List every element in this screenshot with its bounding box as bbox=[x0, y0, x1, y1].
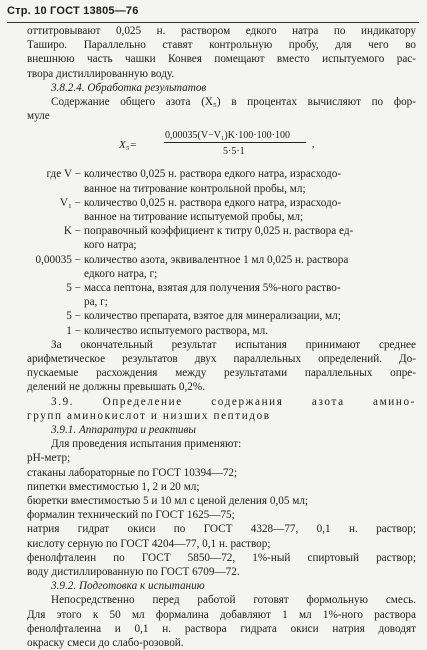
definition-item bbox=[27, 196, 416, 224]
definition-item bbox=[27, 309, 416, 323]
text-line: За окончательный результат испытания принимают среднее bbox=[51, 338, 416, 351]
definition-item bbox=[27, 253, 416, 281]
text-line: муле bbox=[27, 110, 50, 123]
definition-text: ванное на титрование контрольной пробы, мл; bbox=[84, 182, 306, 195]
page-body bbox=[27, 24, 416, 650]
definition-text: поправочный коэффициент к титру 0,025 н. раствора ед- bbox=[84, 225, 354, 238]
list-item: рН-метр; bbox=[27, 452, 71, 465]
definition-text: количество 0,025 н. раствора едкого натра, израсходо- bbox=[84, 196, 342, 209]
text-line: 3.9. Определение содержания азота амино- bbox=[51, 395, 416, 408]
text-line: делений не должны превышать 0,2%. bbox=[27, 381, 205, 394]
page-header: Стр. 10 ГОСТ 13805—76 bbox=[7, 5, 139, 17]
list-item: фенолфталеин по ГОСТ 5850—72, 1%-ный спиртовый раствор; bbox=[27, 551, 416, 564]
definition-item bbox=[27, 281, 416, 309]
list-item: стаканы лабораторные по ГОСТ 10394—72; bbox=[27, 466, 238, 479]
definition-symbol: K − bbox=[63, 225, 81, 238]
paragraph-preparation bbox=[27, 593, 416, 650]
text-line: групп аминокислот и низших пептидов bbox=[27, 409, 271, 422]
text-line: оттитровывают 0,025 н. раствором едкого натра по индикатору bbox=[27, 25, 416, 37]
definition-symbol: 0,00035 − bbox=[35, 253, 81, 266]
formula bbox=[27, 123, 416, 167]
section-heading-392: 3.9.2. Подготовка к испытанию bbox=[51, 580, 205, 593]
definition-item bbox=[27, 324, 416, 338]
fraction-bar bbox=[164, 142, 306, 143]
definition-symbol: V₁ − bbox=[59, 196, 81, 209]
definition-symbol: 5 − bbox=[66, 281, 81, 294]
definition-text: количество 0,025 н. раствора едкого натра, израсходо- bbox=[84, 168, 342, 181]
formula-comma: , bbox=[312, 139, 315, 151]
definition-symbol: 1 − bbox=[66, 324, 81, 337]
text-line: внешнюю часть чашки Конвея помещают вместо испытуемого рас- bbox=[27, 53, 416, 66]
definition-text: кого натра; bbox=[84, 239, 137, 252]
text-line: Таширо. Параллельно ставят контрольную пробу, для чего во bbox=[27, 39, 416, 52]
list-item: Для проведения испытания применяют: bbox=[51, 438, 242, 451]
definitions-list bbox=[27, 167, 416, 337]
text-line: твора дистиллированную воду. bbox=[27, 67, 175, 80]
definition-item bbox=[27, 167, 416, 195]
paragraph-formula-intro bbox=[27, 95, 416, 123]
list-item: бюретки вместимостью 5 и 10 мл с ценой деления 0,05 мл; bbox=[27, 494, 309, 507]
definition-symbol: где V − bbox=[46, 168, 81, 181]
text-line: пускаемые расхождения между результатами параллельных опре- bbox=[27, 367, 416, 380]
section-heading-39 bbox=[27, 395, 416, 423]
text-line: арифметическое результатов двух параллельных определений. До- bbox=[27, 352, 416, 365]
formula-lhs: X₅= bbox=[119, 139, 137, 152]
definition-text: ра, г; bbox=[84, 296, 108, 309]
formula-numerator: 0,00035(V−V₁)K·100·100·100 bbox=[165, 130, 290, 142]
definition-text: едкого натра, г; bbox=[84, 267, 158, 280]
paragraph-final-result bbox=[27, 338, 416, 395]
list-item: кислоту серную по ГОСТ 4204—77, 0,1 н. раствор; bbox=[27, 537, 271, 550]
section-heading-3824: 3.8.2.4. Обработка результатов bbox=[51, 81, 207, 94]
definition-symbol: 5 − bbox=[66, 310, 81, 323]
text-line: Непосредственно перед работой готовят формольную смесь. bbox=[51, 594, 416, 607]
list-item: формалин технический по ГОСТ 1625—75; bbox=[27, 509, 235, 522]
definition-item bbox=[27, 224, 416, 252]
text-line: Для этого к 50 мл формалина добавляют 1 мл 1%-ного раствора bbox=[27, 608, 416, 621]
definition-text: количество испытуемого раствора, мл. bbox=[84, 324, 269, 337]
text-line: Содержание общего азота (X₅) в процентах вычисляют по фор- bbox=[51, 95, 416, 108]
equipment-list bbox=[27, 437, 416, 579]
definition-text: ванное на титрование испытуемой пробы, мл; bbox=[84, 210, 304, 223]
paragraph-titration bbox=[27, 24, 416, 81]
text-line: окраску смеси до слабо-розовой. bbox=[27, 636, 184, 649]
definition-text: масса пептона, взятая для получения 5%-ного раство- bbox=[84, 281, 341, 294]
list-item: пипетки вместимостью 1, 2 и 20 мл; bbox=[27, 480, 200, 493]
text-line: фенолфталеина и 0,1 н. раствора гидрата окиси натрия доводят bbox=[27, 622, 416, 635]
formula-denominator: 5·5·1 bbox=[223, 146, 245, 158]
list-item: натрия гидрат окиси по ГОСТ 4328—77, 0,1 н. раствор; bbox=[27, 523, 416, 536]
definition-text: количество препарата, взятое для минерализации, мл; bbox=[84, 310, 341, 323]
list-item: воду дистиллированную по ГОСТ 6709—72. bbox=[27, 565, 240, 578]
header-rule bbox=[7, 22, 419, 23]
definition-text: количество азота, эквивалентное 1 мл 0,025 н. раствора bbox=[84, 253, 349, 266]
section-heading-391: 3.9.1. Аппаратура и реактивы bbox=[51, 423, 196, 436]
